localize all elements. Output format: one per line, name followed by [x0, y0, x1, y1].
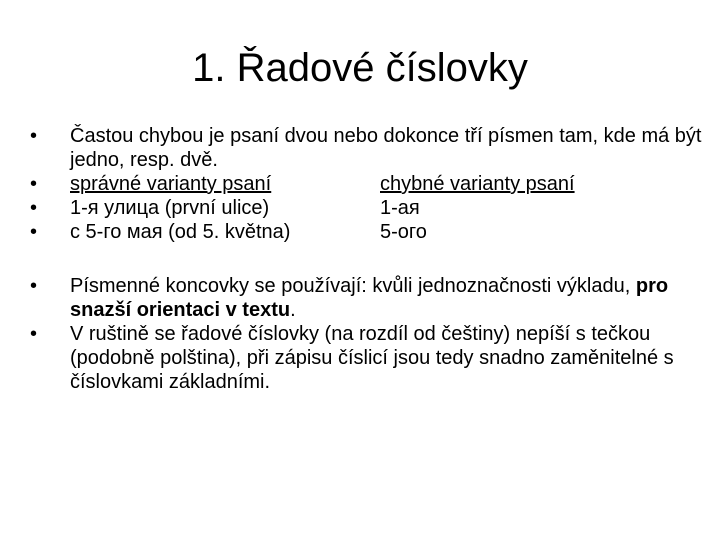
paragraph-text: Častou chybou je psaní dvou nebo dokonce tří písmen tam, kde má být jedno, resp. dvě.: [70, 125, 702, 171]
bullet-dot-icon: •: [30, 125, 38, 147]
spacer: [24, 244, 704, 274]
emphasis-text: pro snazší orientaci v textu: [70, 275, 669, 321]
bullet-item-table-header: [24, 172, 704, 196]
bullet-item-russian: [24, 322, 704, 394]
cell-wrong: 1-ая: [380, 197, 420, 219]
bullet-dot-icon: •: [30, 197, 38, 219]
cell-wrong: 5-ого: [380, 221, 427, 243]
header-wrong: chybné varianty psaní: [380, 173, 575, 195]
bullet-item-suffixes: [24, 274, 704, 322]
bullet-dot-icon: •: [30, 173, 38, 195]
header-correct: správné varianty psaní: [70, 173, 272, 195]
bullet-dot-icon: •: [30, 323, 38, 345]
table-row: [70, 196, 704, 220]
table-header-row: [70, 172, 636, 196]
cell-correct: с 5-го мая (od 5. května): [70, 221, 291, 243]
paragraph-text: Písmenné koncovky se používají: kvůli jednoznačnosti výkladu,: [70, 275, 636, 297]
bullet-list: [24, 124, 704, 394]
bullet-dot-icon: •: [30, 275, 38, 297]
bullet-item-table-row-1: [24, 196, 704, 220]
paragraph-end: .: [290, 299, 296, 321]
bullet-item-common-error: [24, 124, 704, 172]
bullet-item-table-row-2: [24, 220, 704, 244]
table-row: [70, 220, 704, 244]
paragraph-text: V ruštině se řadové číslovky (na rozdíl od češtiny) nepíší s tečkou (podobně polština), při zápisu číslicí jsou tedy snadno zaměnitelné s číslovkami základními.: [70, 323, 674, 393]
cell-correct: 1-я улица (první ulice): [70, 197, 270, 219]
slide-title: 1. Řadové číslovky: [192, 46, 528, 90]
bullet-dot-icon: •: [30, 221, 38, 243]
